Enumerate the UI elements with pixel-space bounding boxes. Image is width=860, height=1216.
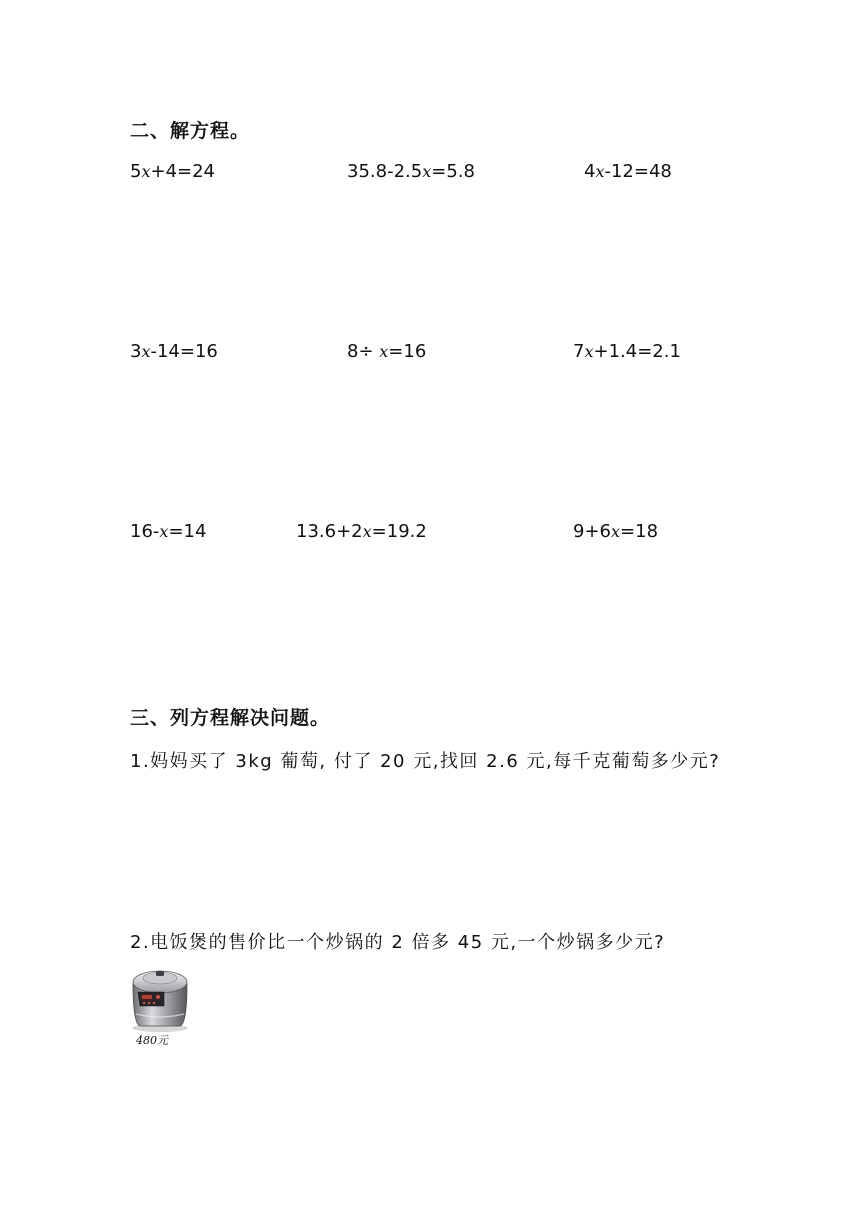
equation-7-var: x: [159, 522, 169, 541]
equation-3-pre: 4: [584, 161, 596, 182]
equation-2-post: =5.8: [431, 161, 475, 182]
section-3-heading: 三、列方程解决问题。: [130, 707, 331, 729]
equation-8-var: x: [362, 522, 372, 541]
equation-6-post: +1.4=2.1: [593, 341, 681, 362]
equation-1: [130, 161, 215, 182]
equation-4-post: -14=16: [150, 341, 218, 362]
equation-6: [573, 341, 681, 362]
equation-6-pre: 7: [573, 341, 585, 362]
equation-9-var: x: [611, 522, 621, 541]
equation-5-post: =16: [388, 341, 427, 362]
equation-1-post: +4=24: [150, 161, 216, 182]
equation-5-pre: 8÷: [347, 341, 380, 362]
equation-5: [347, 341, 426, 362]
equation-2-pre: 35.8-2.5: [347, 161, 423, 182]
cooker-price-label: 480元: [136, 1034, 168, 1047]
equation-2: [347, 161, 475, 182]
equation-8-pre: 13.6+2: [296, 521, 363, 542]
equation-3: [584, 161, 672, 182]
rice-cooker-icon: [128, 962, 192, 1034]
equation-5-var: x: [379, 342, 389, 361]
equation-8-post: =19.2: [371, 521, 427, 542]
equation-8: [296, 521, 427, 542]
equation-4: [130, 341, 218, 362]
equation-3-post: -12=48: [604, 161, 672, 182]
equation-9: [573, 521, 658, 542]
problem-1: 1.妈妈买了 3kg 葡萄, 付了 20 元,找回 2.6 元,每千克葡萄多少元?: [130, 751, 721, 772]
rice-cooker-figure: [128, 962, 192, 1052]
equation-9-pre: 9+6: [573, 521, 611, 542]
equation-9-post: =18: [620, 521, 659, 542]
equation-7: [130, 521, 206, 542]
equation-4-pre: 3: [130, 341, 142, 362]
equation-6-var: x: [584, 342, 594, 361]
section-2-heading: 二、解方程。: [130, 120, 251, 142]
equation-7-pre: 16-: [130, 521, 160, 542]
equation-1-var: x: [141, 162, 151, 181]
equation-1-pre: 5: [130, 161, 142, 182]
equation-7-post: =14: [168, 521, 207, 542]
equation-2-var: x: [422, 162, 432, 181]
problem-2: 2.电饭煲的售价比一个炒锅的 2 倍多 45 元,一个炒锅多少元?: [130, 932, 666, 953]
equation-3-var: x: [595, 162, 605, 181]
equation-4-var: x: [141, 342, 151, 361]
